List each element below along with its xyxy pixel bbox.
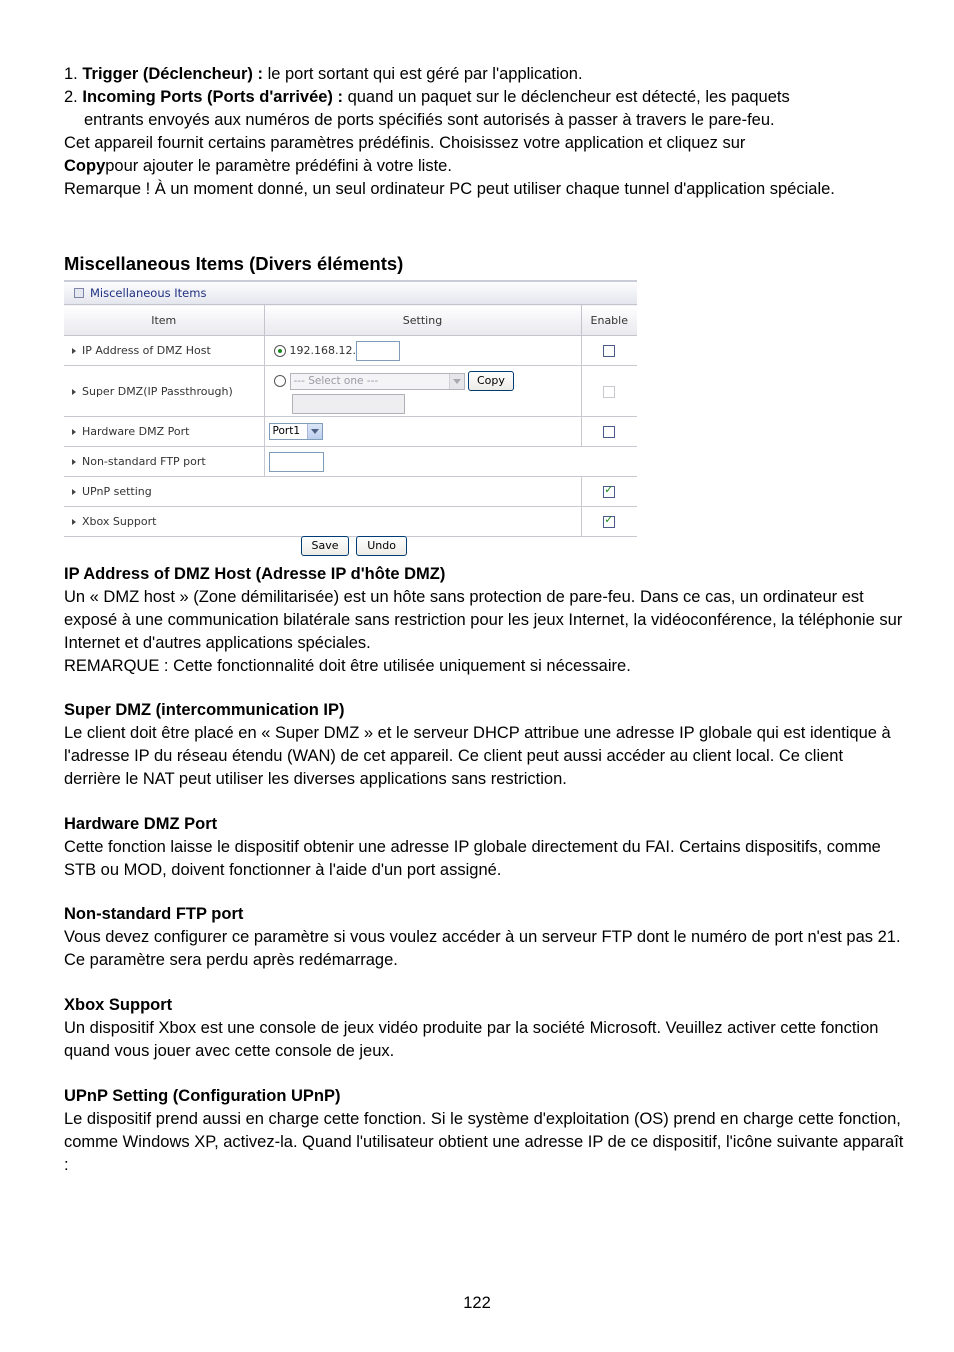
copy-button[interactable]: Copy (468, 371, 514, 391)
arrow-right-icon (72, 489, 76, 495)
super-dmz-radio[interactable] (274, 375, 286, 387)
col-enable-header: Enable (581, 305, 637, 336)
section-heading: Non-standard FTP port (64, 905, 244, 923)
row-label: Non-standard FTP port (64, 447, 264, 477)
section-body: Cette fonction laisse le dispositif obtenir une adresse IP globale directement du FAI. Certains dispositifs, comme STB ou MOD, doivent fonctionner à l'aide d'un port assigné. (64, 838, 881, 879)
dmz-host-setting (264, 336, 581, 366)
chevron-down-icon (449, 374, 464, 389)
table-row (64, 366, 637, 417)
table-row (64, 477, 637, 507)
super-dmz-setting (264, 366, 581, 417)
list-item: 2. Incoming Ports (Ports d'arrivée) : quand un paquet sur le déclencheur est détecté, les paquets (64, 88, 790, 106)
page-number: 122 (463, 1294, 491, 1312)
list-item: 1. Trigger (Déclencheur) : le port sortant qui est géré par l'application. (64, 65, 583, 83)
section-note: REMARQUE : Cette fonctionnalité doit être utilisée uniquement si nécessaire. (64, 657, 631, 675)
section-body: Le dispositif prend aussi en charge cette fonction. Si le système d'exploitation (OS) prend en charge cette fonction, comme Windows XP, activez-la. Quand l'utilisateur obtient une adresse IP de ce dispositif, l'icône suivante apparaît : (64, 1110, 904, 1174)
table-row (64, 507, 637, 537)
arrow-right-icon (72, 519, 76, 525)
hw-dmz-enable-checkbox[interactable] (603, 426, 615, 438)
super-dmz-enable-cell (581, 366, 637, 417)
section-heading: IP Address of DMZ Host (Adresse IP d'hôte DMZ) (64, 565, 446, 583)
section-title: Miscellaneous Items (Divers éléments) (64, 253, 404, 274)
arrow-right-icon (72, 389, 76, 395)
row-label: UPnP setting (64, 477, 581, 507)
row-label: IP Address of DMZ Host (64, 336, 264, 366)
hw-dmz-enable-cell (581, 417, 637, 447)
section-hwdmz (64, 813, 904, 882)
dmz-host-enable-cell (581, 336, 637, 366)
xbox-enable-checkbox[interactable] (603, 516, 615, 528)
table-row (64, 336, 637, 366)
section-heading: Hardware DMZ Port (64, 815, 218, 833)
col-setting-header: Setting (264, 305, 581, 336)
upnp-enable-cell (581, 477, 637, 507)
row-label: Xbox Support (64, 507, 581, 537)
list-item-continuation: entrants envoyés aux numéros de ports spécifiés sont autorisés à passer à travers le pare-feu. (84, 111, 775, 129)
intro-block (64, 63, 904, 201)
intro-paragraph: Cet appareil fournit certains paramètres prédéfinis. Choisissez votre application et cliquez sur Copypour ajouter le paramètre prédéfini à votre liste. (64, 134, 746, 175)
arrow-right-icon (72, 459, 76, 465)
xbox-enable-cell (581, 507, 637, 537)
chevron-down-icon (307, 424, 322, 439)
table-row (64, 417, 637, 447)
row-label: Super DMZ(IP Passthrough) (64, 366, 264, 417)
save-button[interactable]: Save (301, 536, 349, 556)
panel-square-icon (74, 288, 84, 298)
super-dmz-mac-input[interactable] (292, 394, 405, 414)
hw-dmz-port-select[interactable]: Port1 (269, 423, 323, 440)
section-heading: UPnP Setting (Configuration UPnP) (64, 1087, 341, 1105)
section-ftp (64, 903, 904, 972)
intro-note: Remarque ! À un moment donné, un seul ordinateur PC peut utiliser chaque tunnel d'application spéciale. (64, 180, 835, 198)
upnp-enable-checkbox[interactable] (603, 486, 615, 498)
dmz-host-ip-input[interactable] (356, 341, 400, 361)
dmz-host-enable-checkbox[interactable] (603, 345, 615, 357)
misc-items-panel (64, 280, 637, 537)
misc-items-table (64, 304, 637, 537)
section-body: Le client doit être placé en « Super DMZ » et le serveur DHCP attribue une adresse IP globale qui est identique à l'adresse IP du réseau étendu (WAN) de cet appareil. Ce client peut aussi accéder au client local. Ce client derrière le NAT peut utiliser les diverses applications sans restriction. (64, 724, 891, 788)
col-item-header: Item (64, 305, 264, 336)
ip-prefix: 192.168.12. (289, 343, 356, 357)
section-heading: Super DMZ (intercommunication IP) (64, 701, 345, 719)
ftp-port-input[interactable] (269, 452, 324, 472)
panel-header (64, 280, 637, 304)
super-dmz-select[interactable]: --- Select one --- (290, 373, 465, 390)
arrow-right-icon (72, 429, 76, 435)
section-heading: Xbox Support (64, 996, 173, 1014)
section-xbox (64, 994, 904, 1063)
section-dmz (64, 563, 904, 678)
ftp-setting (264, 447, 637, 477)
row-label: Hardware DMZ Port (64, 417, 264, 447)
panel-buttons (301, 535, 409, 556)
arrow-right-icon (72, 348, 76, 354)
hw-dmz-setting (264, 417, 581, 447)
section-upnp (64, 1085, 904, 1177)
section-body: Vous devez configurer ce paramètre si vous voulez accéder à un serveur FTP dont le numéro de port n'est pas 21. Ce paramètre sera perdu après redémarrage. (64, 928, 901, 969)
table-row (64, 447, 637, 477)
undo-button[interactable]: Undo (356, 536, 407, 556)
section-superdmz (64, 699, 904, 791)
dmz-host-radio[interactable] (274, 345, 286, 357)
section-body: Un « DMZ host » (Zone démilitarisée) est un hôte sans protection de pare-feu. Dans ce cas, un ordinateur est exposé à une communication bilatérale sans restriction pour les jeux Internet, la vidéoconférence, la téléphonie sur Internet et d'autres applications spéciales. (64, 588, 903, 652)
table-header-row (64, 305, 637, 336)
section-body: Un dispositif Xbox est une console de jeux vidéo produite par la société Microsoft. Veuillez activer cette fonction quand vous jouer avec cette console de jeux. (64, 1019, 879, 1060)
panel-title: Miscellaneous Items (90, 286, 207, 300)
super-dmz-enable-checkbox[interactable] (603, 386, 615, 398)
